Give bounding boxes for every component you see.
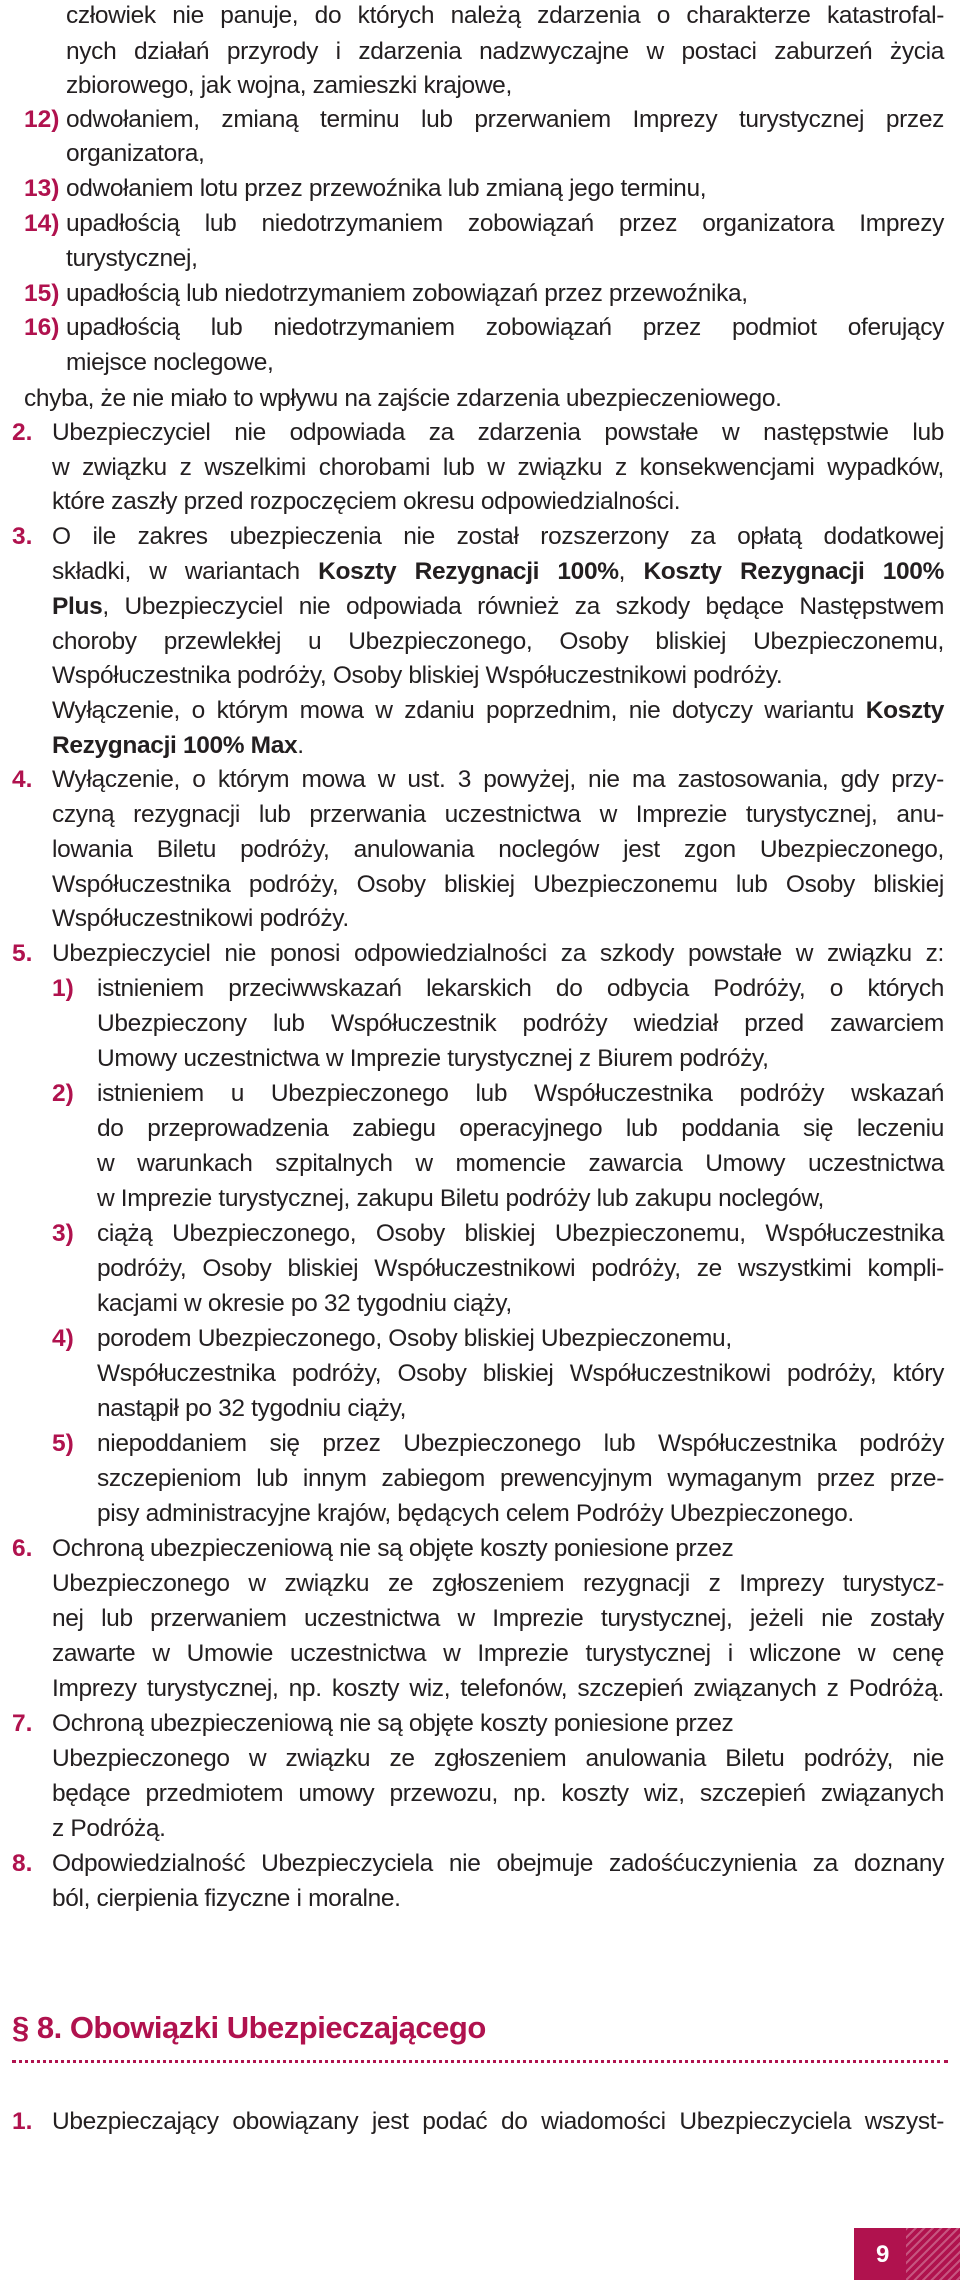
text-line <box>97 1152 944 1177</box>
text-line <box>52 1607 944 1632</box>
text-line <box>52 1712 733 1737</box>
text-line <box>52 1887 401 1912</box>
text-run: O ile zakres ubezpieczenia nie został rozszerzony za opłatą dodatkowej <box>52 523 944 550</box>
text-run: organizatora, <box>66 140 205 167</box>
bold-text: Koszty <box>865 697 944 724</box>
text-run: Ubezpieczyciel nie odpowiada za zdarzenia powstałe w następstwie lub <box>52 419 944 446</box>
text-line <box>52 490 680 515</box>
text-line <box>66 40 944 65</box>
text-run: niepoddaniem się przez Ubezpieczonego lub Współuczestnika podróży <box>97 1430 944 1457</box>
text-run: do przeprowadzenia zabiegu operacyjnego lub poddania się leczeniu <box>97 1115 944 1142</box>
text-run: w warunkach szpitalnych w momencie zawarcia Umowy uczestnictwa <box>97 1150 944 1177</box>
text-run: z Podróżą. <box>52 1815 166 1842</box>
text-run: . <box>297 732 304 759</box>
text-line <box>52 595 944 620</box>
text-run: będące przedmiotem umowy przewozu, np. koszty wiz, szczepień związanych <box>52 1780 944 1807</box>
text-line <box>97 1222 944 1247</box>
text-run: odwołaniem, zmianą terminu lub przerwaniem Imprezy turystycznej przez <box>66 106 944 133</box>
text-line <box>52 560 944 585</box>
text-run: istnieniem przeciwwskazań lekarskich do odbycia Podróży, o których <box>97 975 944 1002</box>
text-run: człowiek nie panuje, do których należą zdarzenia o charakterze katastrofal- <box>66 2 944 29</box>
text-run: porodem Ubezpieczonego, Osoby bliskiej Ubezpieczonemu, <box>97 1325 732 1352</box>
text-run: ból, cierpienia fizyczne i moralne. <box>52 1885 401 1912</box>
text-run: nych działań przyrody i zdarzenia nadzwyczajne w postaci zaburzeń życia <box>66 38 944 65</box>
text-line <box>97 1502 854 1527</box>
text-run: istnieniem u Ubezpieczonego lub Współuczestnika podróży wskazań <box>97 1080 944 1107</box>
text-line <box>66 282 748 307</box>
text-run: w Imprezie turystycznej, zakupu Biletu podróży lub zakupu noclegów, <box>97 1185 824 1212</box>
page-number: 9 <box>876 2241 890 2268</box>
text-run: lowania Biletu podróży, anulowania noclegów jest zgon Ubezpieczonego, <box>52 836 944 863</box>
text-line <box>97 1187 824 1212</box>
text-run: Imprezy turystycznej, np. koszty wiz, telefonów, szczepień związanych z Podróżą. <box>52 1675 944 1702</box>
text-line <box>52 1817 166 1842</box>
text-run: Ubezpieczający obowiązany jest podać do wiadomości Ubezpieczyciela wszyst- <box>52 2108 944 2135</box>
text-line <box>66 247 198 272</box>
text-line <box>97 1327 732 1352</box>
text-run: , Ubezpieczyciel nie odpowiada również za szkody będące Następstwem <box>102 593 944 620</box>
text-line <box>97 1432 944 1457</box>
text-run: Ubezpieczony lub Współuczestnik podróży wiedział przed zawarciem <box>97 1010 944 1037</box>
text-line <box>66 351 274 376</box>
text-line <box>52 1642 944 1667</box>
text-run: upadłością lub niedotrzymaniem zobowiązań przez podmiot oferujący <box>66 314 944 341</box>
text-run: Ochroną ubezpieczeniową nie są objęte koszty poniesione przez <box>52 1535 734 1562</box>
text-run: ciążą Ubezpieczonego, Osoby bliskiej Ubezpieczonemu, Współuczestnika <box>97 1220 944 1247</box>
text-line <box>52 699 944 724</box>
text-line <box>52 1572 944 1597</box>
bold-text: Koszty Rezygnacji 100% <box>318 558 619 585</box>
text-run: zawarte w Umowie uczestnictwa w Imprezie turystycznej i wliczone w cenę <box>52 1640 944 1667</box>
text-run: pisy administracyjne krajów, będących celem Podróży Ubezpieczonego. <box>97 1500 854 1527</box>
text-run: zbiorowego, jak wojna, zamieszki krajowe, <box>66 72 512 99</box>
list-number: 5) <box>52 1430 74 1457</box>
text-line <box>66 108 944 133</box>
page-number-badge <box>854 2228 960 2280</box>
text-run: Współuczestnika podróży, Osoby bliskiej Ubezpieczonemu lub Osoby bliskiej <box>52 871 944 898</box>
text-run: Wyłączenie, o którym mowa w zdaniu poprzednim, nie dotyczy wariantu <box>52 697 866 724</box>
badge-stripes <box>906 2228 960 2280</box>
text-run: Umowy uczestnictwa w Imprezie turystycznej z Biurem podróży, <box>97 1045 769 1072</box>
text-run: turystycznej, <box>66 245 198 272</box>
text-line <box>52 525 944 550</box>
text-line <box>52 664 782 689</box>
text-line <box>97 1012 944 1037</box>
list-number: 4. <box>12 766 33 793</box>
list-number: 6. <box>12 1535 33 1562</box>
bold-text: Rezygnacji 100% Max <box>52 732 298 759</box>
text-run: kacjami w okresie po 32 tygodniu ciąży, <box>97 1290 512 1317</box>
text-run: Wyłączenie, o którym mowa w ust. 3 powyżej, nie ma zastosowania, gdy przy- <box>52 766 944 793</box>
text-run: miejsce noclegowe, <box>66 349 274 376</box>
text-line <box>52 768 944 793</box>
heading-dotted-rule <box>12 2060 948 2063</box>
text-line <box>52 2110 944 2135</box>
text-run: Ochroną ubezpieczeniową nie są objęte koszty poniesione przez <box>52 1710 734 1737</box>
text-line <box>97 1047 769 1072</box>
text-run: choroby przewlekłej u Ubezpieczonego, Osoby bliskiej Ubezpieczonemu, <box>52 628 944 655</box>
text-line <box>97 1467 944 1492</box>
text-run: Współuczestnika podróży, Osoby bliskiej Współuczestnikowi podróży, który <box>97 1360 944 1387</box>
list-number: 8. <box>12 1850 33 1877</box>
text-line <box>52 630 944 655</box>
text-line <box>52 1747 944 1772</box>
list-number: 16) <box>24 314 60 341</box>
list-number: 1. <box>12 2108 33 2135</box>
text-run: czyną rezygnacji lub przerwania uczestnictwa w Imprezie turystycznej, anu- <box>52 801 944 828</box>
text-line <box>66 142 204 167</box>
text-line <box>52 803 944 828</box>
list-number: 13) <box>24 175 60 202</box>
text-line <box>97 1397 406 1422</box>
list-number: 5. <box>12 940 33 967</box>
text-run: upadłością lub niedotrzymaniem zobowiązań przez organizatora Imprezy <box>66 210 944 237</box>
text-line <box>52 1852 944 1877</box>
text-line <box>52 421 944 446</box>
text-line <box>52 1537 733 1562</box>
list-number: 2. <box>12 419 33 446</box>
text-run: upadłością lub niedotrzymaniem zobowiązań przez przewoźnika, <box>66 280 748 307</box>
text-line <box>97 1257 944 1282</box>
text-run: w związku z wszelkimi chorobami lub w związku z konsekwencjami wypadków, <box>52 454 944 481</box>
text-run: nastąpił po 32 tygodniu ciąży, <box>97 1395 407 1422</box>
text-run: Współuczestnikowi podróży. <box>52 905 349 932</box>
section-heading: § 8. Obowiązki Ubezpieczającego <box>12 2010 486 2045</box>
text-line <box>52 873 944 898</box>
text-run: składki, w wariantach <box>52 558 319 585</box>
text-line <box>52 734 304 759</box>
bold-text: Koszty Rezygnacji 100% <box>643 558 944 585</box>
text-line <box>66 4 944 29</box>
text-line <box>66 74 512 99</box>
text-line <box>97 1117 944 1142</box>
text-run: Ubezpieczonego w związku ze zgłoszeniem rezygnacji z Imprezy turystycz- <box>52 1570 944 1597</box>
text-line <box>52 1782 944 1807</box>
list-number: 12) <box>24 106 60 133</box>
text-line <box>24 387 782 412</box>
list-number: 3. <box>12 523 33 550</box>
text-run: chyba, że nie miało to wpływu na zajście zdarzenia ubezpieczeniowego. <box>24 385 782 412</box>
list-number: 14) <box>24 210 60 237</box>
text-line <box>97 1362 944 1387</box>
list-number: 3) <box>52 1220 74 1247</box>
text-line <box>66 212 944 237</box>
text-line <box>66 177 706 202</box>
list-number: 1) <box>52 975 74 1002</box>
text-run: odwołaniem lotu przez przewoźnika lub zmianą jego terminu, <box>66 175 707 202</box>
text-line <box>52 1677 944 1702</box>
text-line <box>97 1292 512 1317</box>
text-run: nej lub przerwaniem uczestnictwa w Imprezie turystycznej, jeżeli nie zostały <box>52 1605 944 1632</box>
text-run: które zaszły przed rozpoczęciem okresu odpowiedzialności. <box>52 488 681 515</box>
text-run: podróży, Osoby bliskiej Współuczestnikowi podróży, ze wszystkimi kompli- <box>97 1255 944 1282</box>
text-line <box>66 316 944 341</box>
list-number: 15) <box>24 280 60 307</box>
list-number: 7. <box>12 1710 33 1737</box>
text-run: szczepieniom lub innym zabiegom prewencyjnym wymaganym przez prze- <box>97 1465 944 1492</box>
text-run: Ubezpieczonego w związku ze zgłoszeniem anulowania Biletu podróży, nie <box>52 1745 944 1772</box>
text-line <box>52 838 944 863</box>
text-line <box>52 907 349 932</box>
text-run: Ubezpieczyciel nie ponosi odpowiedzialności za szkody powstałe w związku z: <box>52 940 944 967</box>
text-run: , <box>618 558 644 585</box>
text-line <box>97 977 944 1002</box>
list-number: 2) <box>52 1080 74 1107</box>
text-line <box>52 942 944 967</box>
text-line <box>97 1082 944 1107</box>
text-line <box>52 456 944 481</box>
text-run: Odpowiedzialność Ubezpieczyciela nie obejmuje zadośćuczynienia za doznany <box>52 1850 944 1877</box>
list-number: 4) <box>52 1325 74 1352</box>
text-run: Współuczestnika podróży, Osoby bliskiej Współuczestnikowi podróży. <box>52 662 783 689</box>
bold-text: Plus <box>52 593 103 620</box>
